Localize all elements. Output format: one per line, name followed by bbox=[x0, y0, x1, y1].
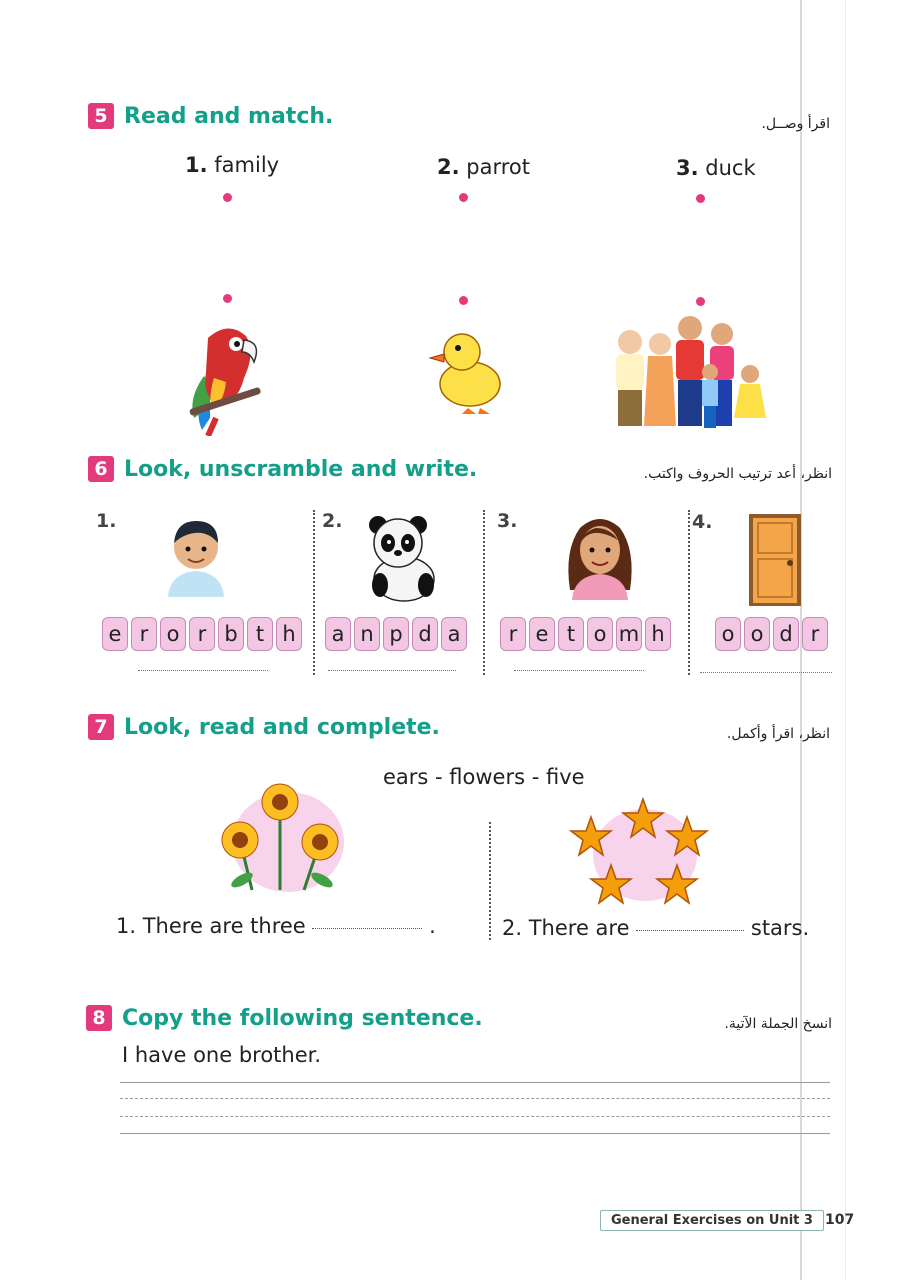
fill-blank-1[interactable] bbox=[312, 928, 422, 929]
section-number-badge: 7 bbox=[88, 714, 114, 740]
letter-tile: o bbox=[587, 617, 613, 651]
section-title: Read and match. bbox=[124, 103, 334, 129]
match-word-2: 2. parrot bbox=[437, 155, 530, 179]
writing-line[interactable] bbox=[120, 1133, 830, 1134]
letter-tile: m bbox=[616, 617, 642, 651]
word-bank: ears - flowers - five bbox=[383, 765, 585, 789]
letter-tiles-1 bbox=[102, 617, 302, 651]
letter-tile: b bbox=[218, 617, 244, 651]
section-5-header bbox=[88, 103, 333, 129]
letter-tile: a bbox=[325, 617, 351, 651]
letter-tile: h bbox=[645, 617, 671, 651]
flowers-illustration bbox=[212, 780, 352, 898]
column-divider bbox=[688, 510, 690, 675]
section-number-badge: 5 bbox=[88, 103, 114, 129]
section-8-header bbox=[86, 1005, 483, 1031]
match-dot-bottom-1[interactable] bbox=[223, 294, 232, 303]
writing-line[interactable] bbox=[120, 1082, 830, 1083]
letter-tile: t bbox=[247, 617, 273, 651]
section-6-header bbox=[88, 456, 477, 482]
parrot-illustration bbox=[180, 318, 270, 436]
mother-illustration bbox=[560, 510, 640, 600]
arabic-instruction: اقرأ وصــل. bbox=[761, 116, 830, 132]
letter-tile: r bbox=[131, 617, 157, 651]
letter-tile: p bbox=[383, 617, 409, 651]
arabic-instruction: انسخ الجملة الآتية. bbox=[724, 1016, 832, 1032]
column-divider bbox=[489, 822, 491, 940]
family-illustration bbox=[610, 312, 780, 434]
letter-tile: r bbox=[802, 617, 828, 651]
letter-tile: d bbox=[412, 617, 438, 651]
stars-illustration bbox=[565, 795, 715, 913]
letter-tile: h bbox=[276, 617, 302, 651]
match-dot-bottom-3[interactable] bbox=[696, 297, 705, 306]
item-number: 1. bbox=[96, 510, 117, 532]
item-number: 2. bbox=[322, 510, 343, 532]
letter-tile: e bbox=[529, 617, 555, 651]
book-edge bbox=[845, 0, 846, 1280]
letter-tiles-2 bbox=[325, 617, 467, 651]
section-title: Copy the following sentence. bbox=[122, 1005, 483, 1031]
item-number: 4. bbox=[692, 511, 713, 533]
page-number: 107 bbox=[825, 1212, 855, 1228]
item-number: 3. bbox=[497, 510, 518, 532]
arabic-instruction: انظر، أعد ترتيب الحروف واكتب. bbox=[643, 466, 832, 482]
letter-tile: d bbox=[773, 617, 799, 651]
section-7-header bbox=[88, 714, 440, 740]
section-title: Look, unscramble and write. bbox=[124, 456, 478, 482]
match-dot-top-1[interactable] bbox=[223, 193, 232, 202]
match-dot-top-3[interactable] bbox=[696, 194, 705, 203]
letter-tile: o bbox=[160, 617, 186, 651]
footer-label: General Exercises on Unit 3 bbox=[600, 1210, 824, 1231]
letter-tile: r bbox=[189, 617, 215, 651]
match-dot-top-2[interactable] bbox=[459, 193, 468, 202]
brother-illustration bbox=[164, 515, 228, 597]
writing-guide bbox=[120, 1116, 830, 1117]
duck-illustration bbox=[428, 324, 504, 416]
answer-line-3[interactable] bbox=[514, 670, 644, 671]
copy-sentence: I have one brother. bbox=[122, 1043, 322, 1067]
column-divider bbox=[483, 510, 485, 675]
door-illustration bbox=[748, 513, 802, 607]
column-divider bbox=[313, 510, 315, 675]
sentence-1: 1. There are three . bbox=[116, 914, 436, 938]
letter-tile: r bbox=[500, 617, 526, 651]
letter-tile: n bbox=[354, 617, 380, 651]
letter-tile: o bbox=[744, 617, 770, 651]
fill-blank-2[interactable] bbox=[636, 930, 744, 931]
letter-tiles-3 bbox=[500, 617, 671, 651]
arabic-instruction: انظر، اقرأ وأكمل. bbox=[726, 726, 830, 742]
sentence-2: 2. There are stars. bbox=[502, 916, 810, 940]
letter-tiles-4 bbox=[715, 617, 828, 651]
panda-illustration bbox=[364, 515, 440, 603]
match-word-1: 1. family bbox=[185, 153, 280, 177]
writing-guide bbox=[120, 1098, 830, 1099]
answer-line-4[interactable] bbox=[700, 672, 832, 673]
match-word-3: 3. duck bbox=[676, 156, 756, 180]
letter-tile: e bbox=[102, 617, 128, 651]
answer-line-2[interactable] bbox=[328, 670, 456, 671]
section-number-badge: 6 bbox=[88, 456, 114, 482]
match-dot-bottom-2[interactable] bbox=[459, 296, 468, 305]
letter-tile: t bbox=[558, 617, 584, 651]
letter-tile: a bbox=[441, 617, 467, 651]
answer-line-1[interactable] bbox=[138, 670, 268, 671]
section-number-badge: 8 bbox=[86, 1005, 112, 1031]
section-title: Look, read and complete. bbox=[124, 714, 440, 740]
letter-tile: o bbox=[715, 617, 741, 651]
